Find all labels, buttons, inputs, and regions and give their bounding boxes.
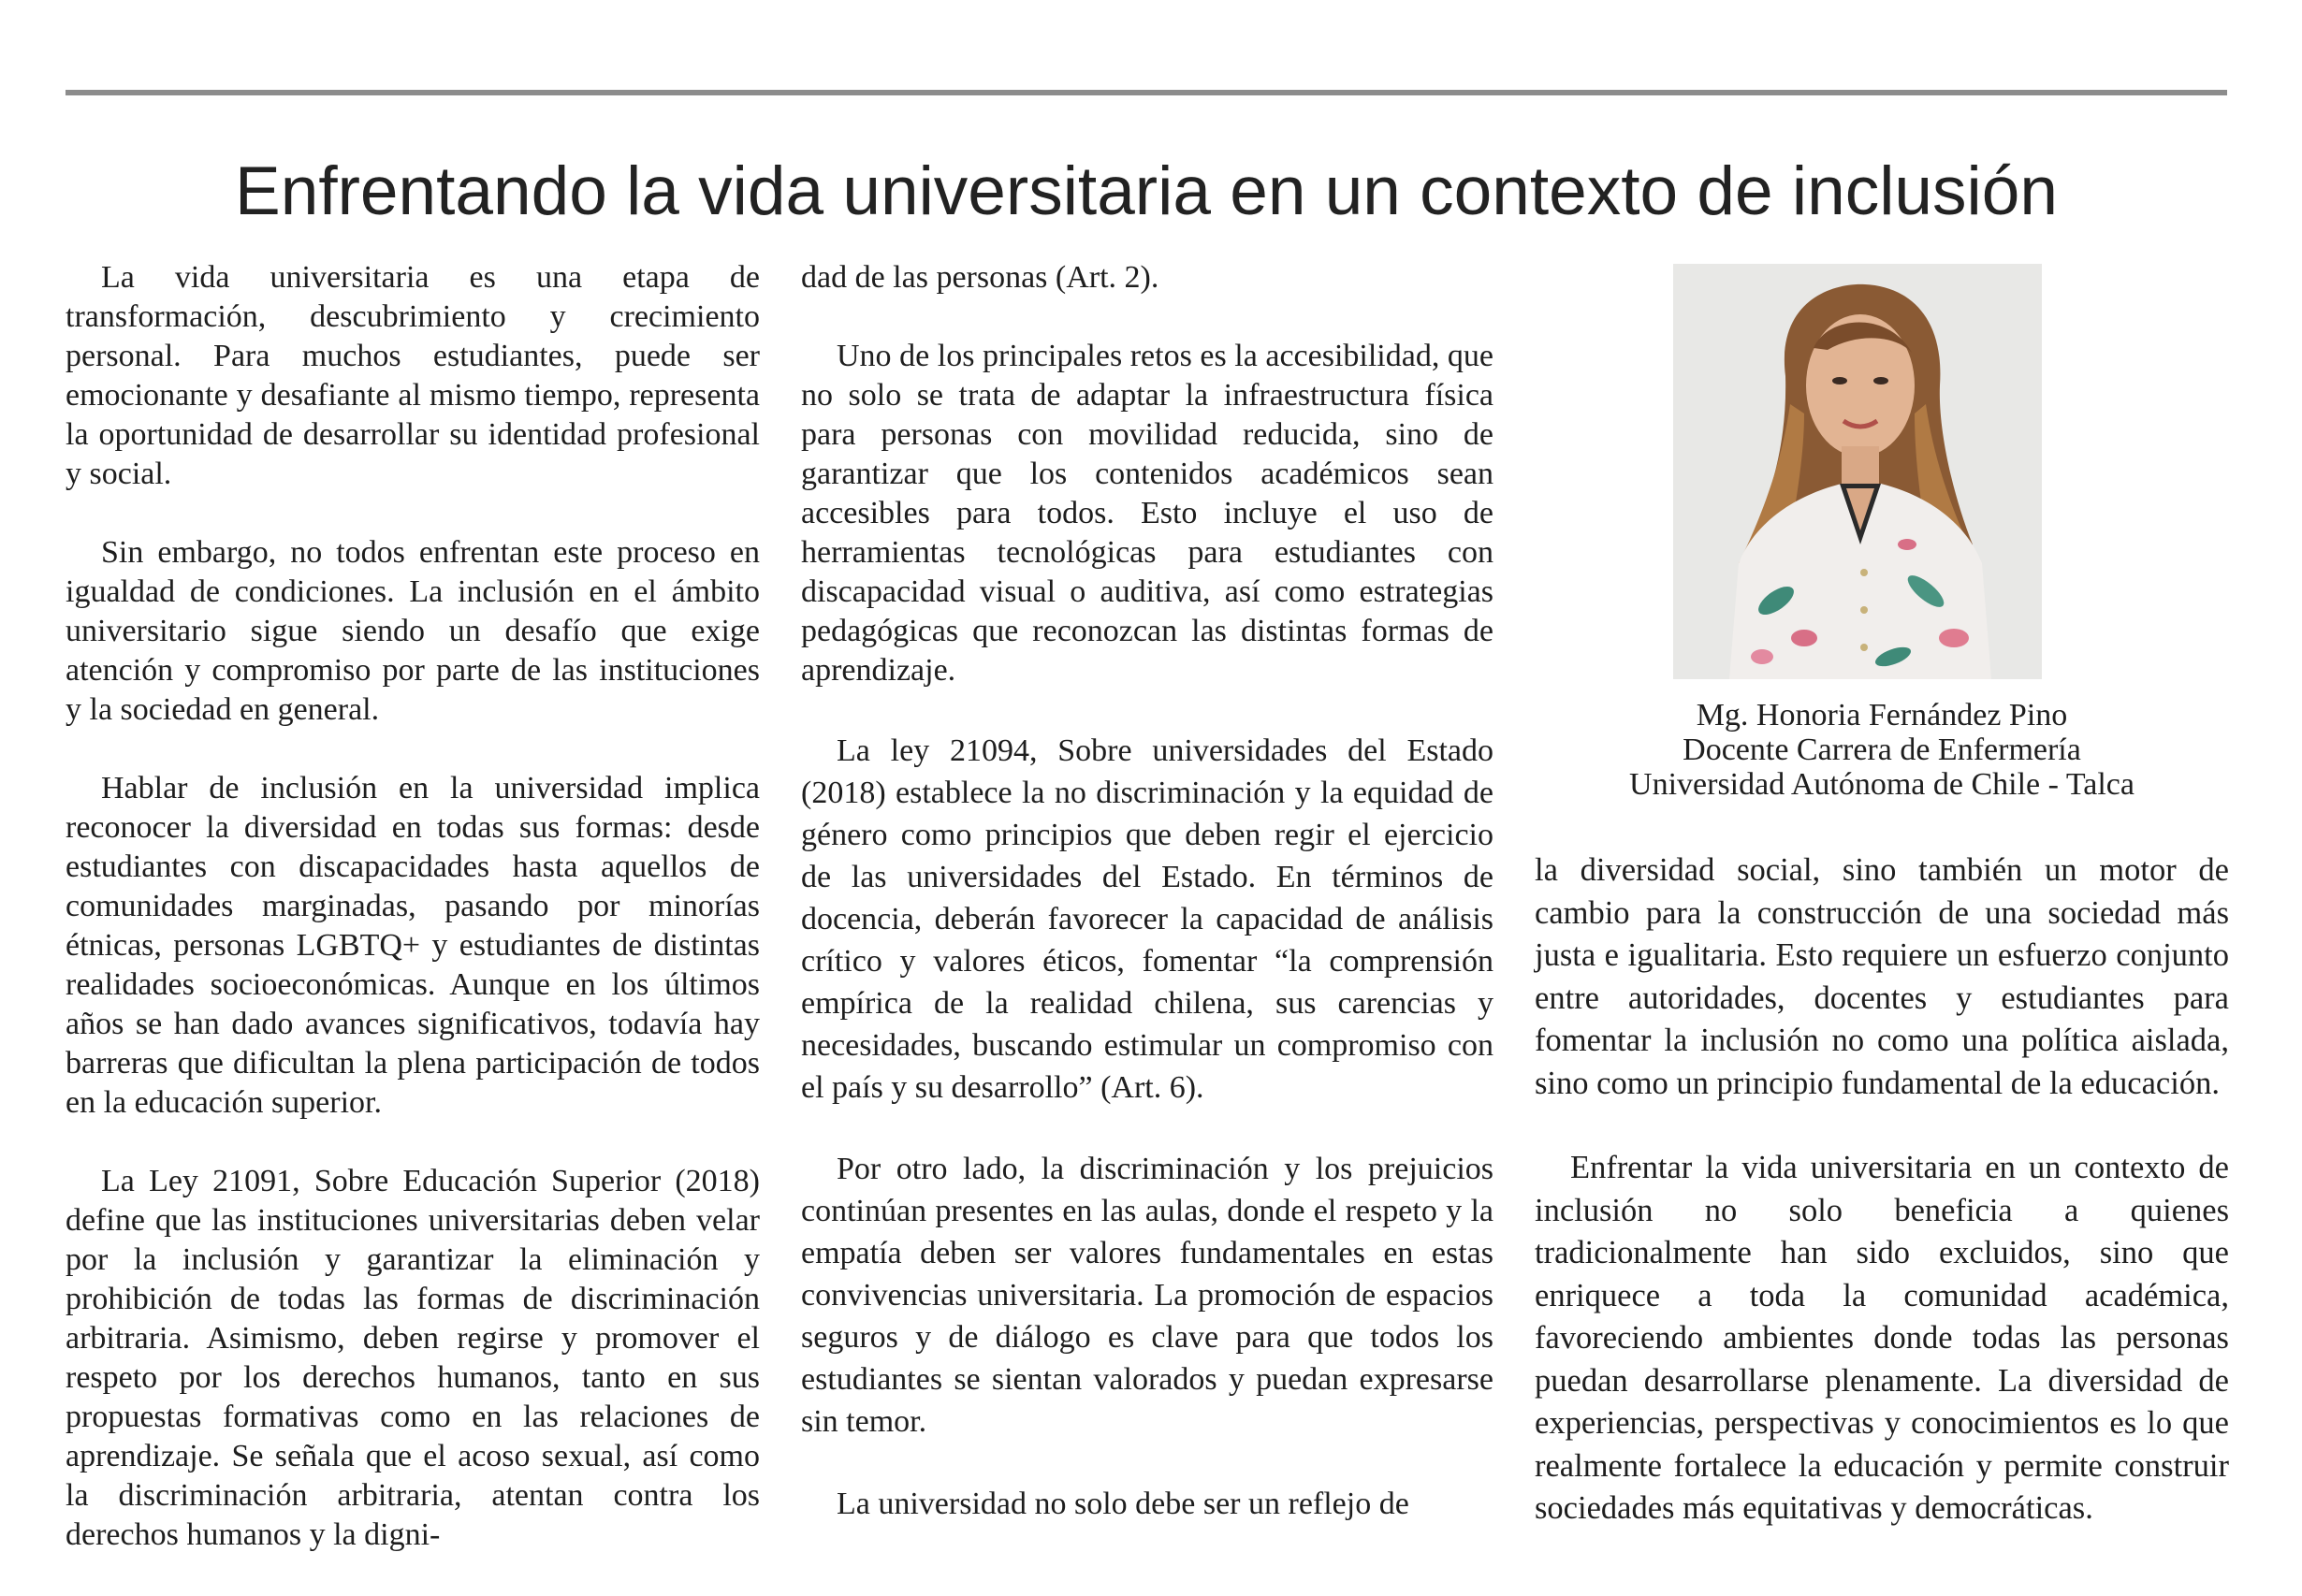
paragraph: Sin embargo, no todos enfrentan este proceso en igualdad de condiciones. La inclusión en el ámbito universitario sigue siendo un desafío que exige atención y compromiso por parte de las instituciones y la sociedad en general. (66, 535, 760, 727)
author-portrait-photo (1673, 264, 2042, 679)
column-3 (1535, 849, 2229, 1573)
paragraph: Por otro lado, la discriminación y los prejuicios continúan presentes en las aulas, donde el respeto y la empatía deben ser valores fundamentales en estas convivencias universitaria. La promoción de espacios seguros y de diálogo es clave para que todos los estudiantes se sientan valorados y puedan expresarse sin temor. (801, 1152, 1493, 1439)
photo-caption (1535, 698, 2229, 802)
paragraph: La ley 21094, Sobre universidades del Estado (2018) establece la no discriminación y la equidad de género como principios que deben regir el ejercicio de las universidades del Estado. En términos de docencia, deberán favorecer la capacidad de análisis crítico y valores éticos, fomentar “la comprensión empírica de la realidad chilena, sus carencias y necesidades, buscando estimular un compromiso con el país y su desarrollo” (Art. 6). (801, 733, 1493, 1105)
paragraph-continuation: la diversidad social, sino también un motor de cambio para la construcción de una sociedad más justa e igualitaria. Esto requiere un esfuerzo conjunto entre autoridades, docentes y estudiantes para fomentar la inclusión no como una política aislada, sino como un principio fundamental de la educación. (1535, 852, 2229, 1101)
top-rule (66, 90, 2227, 95)
headline: Enfrentando la vida universitaria en un contexto de inclusión (235, 153, 2058, 229)
paragraph: Enfrentar la vida universitaria en un contexto de inclusión no solo beneficia a quienes tradicionalmente han sido excluidos, sino que enriquece a toda la comunidad académica, favoreciendo ambientes donde todas las personas puedan desarrollarse plenamente. La diversidad de experiencias, perspectivas y conocimientos es lo que realmente fortalece la educación y permite construir sociedades más equitativas y democráticas. (1535, 1150, 2229, 1526)
paragraph: Uno de los principales retos es la accesibilidad, que no solo se trata de adaptar la infraestructura física para personas con movilidad reducida, sino de garantizar que los contenidos académicos sean accesibles para todos. Esto incluye el uso de herramientas tecnológicas para estudiantes con discapacidad visual o auditiva, así como estrategias pedagógicas que reconozcan las distintas formas de aprendizaje. (801, 339, 1493, 688)
author-name: Mg. Honoria Fernández Pino (1696, 698, 2068, 733)
portrait-illustration (1673, 264, 2042, 679)
paragraph: Hablar de inclusión en la universidad implica reconocer la diversidad en todas sus formas: desde estudiantes con discapacidades hasta aquellos de comunidades marginadas, pasando por minorías étnicas, personas LGBTQ+ y estudiantes de distintas realidades socioeconómicas. Aunque en los últimos años se han dado avances significativos, todavía hay barreras que dificultan la plena participación de todos en la educación superior. (66, 771, 760, 1120)
paragraph: La vida universitaria es una etapa de transformación, descubrimiento y crecimiento personal. Para muchos estudiantes, puede ser emocionante y desafiante al mismo tiempo, representa la oportunidad de desarrollar su identidad profesional y social. (66, 260, 760, 491)
paragraph: La Ley 21091, Sobre Educación Superior (2018) define que las instituciones universitarias deben velar por la inclusión y garantizar la eliminación y prohibición de todas las formas de discriminación arbitraria. Asimismo, deben regirse y promover el respeto por los derechos humanos, tanto en sus propuestas formativas como en las relaciones de aprendizaje. Se señala que el acoso sexual, así como la discriminación arbitraria, atentan contra los derechos humanos y la digni- (66, 1164, 760, 1552)
column-2 (801, 258, 1493, 1563)
column-1 (66, 258, 760, 1594)
author-role: Docente Carrera de Enfermería (1683, 733, 2081, 767)
author-institution: Universidad Autónoma de Chile - Talca (1629, 767, 2134, 802)
paragraph: La universidad no solo debe ser un reflejo de (837, 1487, 1409, 1521)
paragraph-continuation: dad de las personas (Art. 2). (801, 260, 1159, 295)
